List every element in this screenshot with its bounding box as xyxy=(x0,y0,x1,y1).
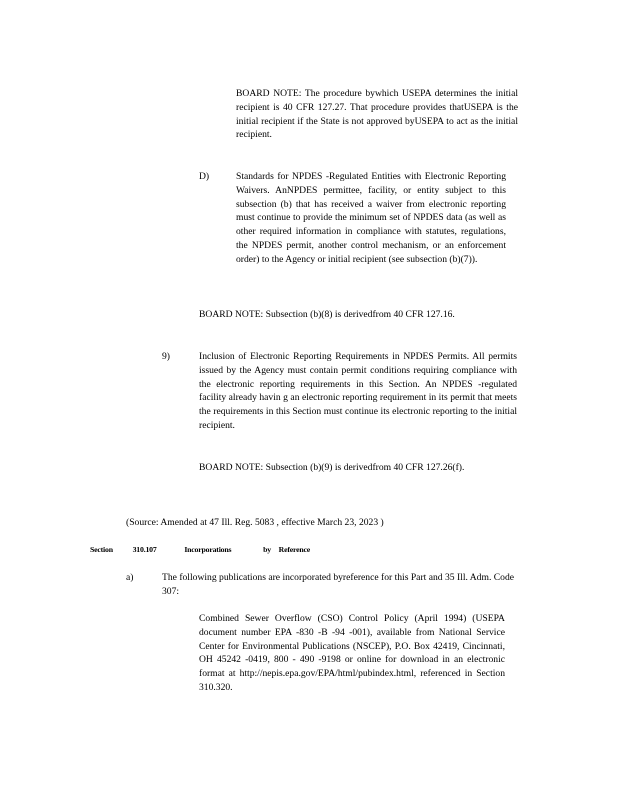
item-a-label: a) xyxy=(126,572,134,583)
item-a-text: The following publications are incorporated byreference for this Part and 35 Ill. Adm. Code 307: xyxy=(162,572,514,597)
board-note-b9: BOARD NOTE: Subsection (b)(9) is derivedfrom 40 CFR 127.26(f). xyxy=(199,462,465,473)
item-9-label: 9) xyxy=(162,351,170,362)
citation-cso-policy: Combined Sewer Overflow (CSO) Control Policy (April 1994) (USEPA document number EPA -830 -B -94 -001), available from National Service Center for Environmental Publications (NSCEP), P.O. Box 42419, Cincinnati, OH 45242 -0419, 800 - 490 -9198 or online for download in an electronic format at http://nepis.epa.gov/EPA/html/pubindex.html, referenced in Section 310.320. xyxy=(199,613,505,693)
item-d-label: D) xyxy=(199,171,210,182)
section-heading xyxy=(90,543,310,557)
source-note: (Source: Amended at 47 Ill. Reg. 5083 , effective March 23, 2023 ) xyxy=(126,517,384,528)
item-9-text: Inclusion of Electronic Reporting Requirements in NPDES Permits. All permits issued by the Agency must contain permit conditions requiring compliance with the electronic reporting requirements in this Section. An NPDES -regulated facility already havin g an electronic reporting requirement in its permit that meets the requirements in this Section must continue its electronic reporting to the initial recipient. xyxy=(199,351,517,431)
item-d-text: Standards for NPDES -Regulated Entities with Electronic Reporting Waivers. AnNPDES permittee, facility, or entity subject to this subsection (b) that has received a waiver from electronic reporting must continue to provide the minimum set of NPDES data (as well as other required information in compliance with statutes, regulations, the NPDES permit, another control mechanism, or an enforcement order) to the Agency or initial recipient (see subsection (b)(7)). xyxy=(236,171,506,265)
board-note-b8: BOARD NOTE: Subsection (b)(8) is derivedfrom 40 CFR 127.16. xyxy=(199,309,455,320)
section-title-reference: Reference xyxy=(278,545,311,554)
section-number: 310.107 xyxy=(132,545,157,554)
board-note-initial-recipient: BOARD NOTE: The procedure bywhich USEPA determines the initial recipient is 40 CFR 127.27. That procedure provides thatUSEPA is the initial recipient if the State is not approved byUSEPA to act as the initial recipient. xyxy=(236,88,518,141)
section-title-by: by xyxy=(263,545,271,554)
section-title: Incorporations xyxy=(184,545,232,554)
section-word: Section xyxy=(90,545,113,554)
